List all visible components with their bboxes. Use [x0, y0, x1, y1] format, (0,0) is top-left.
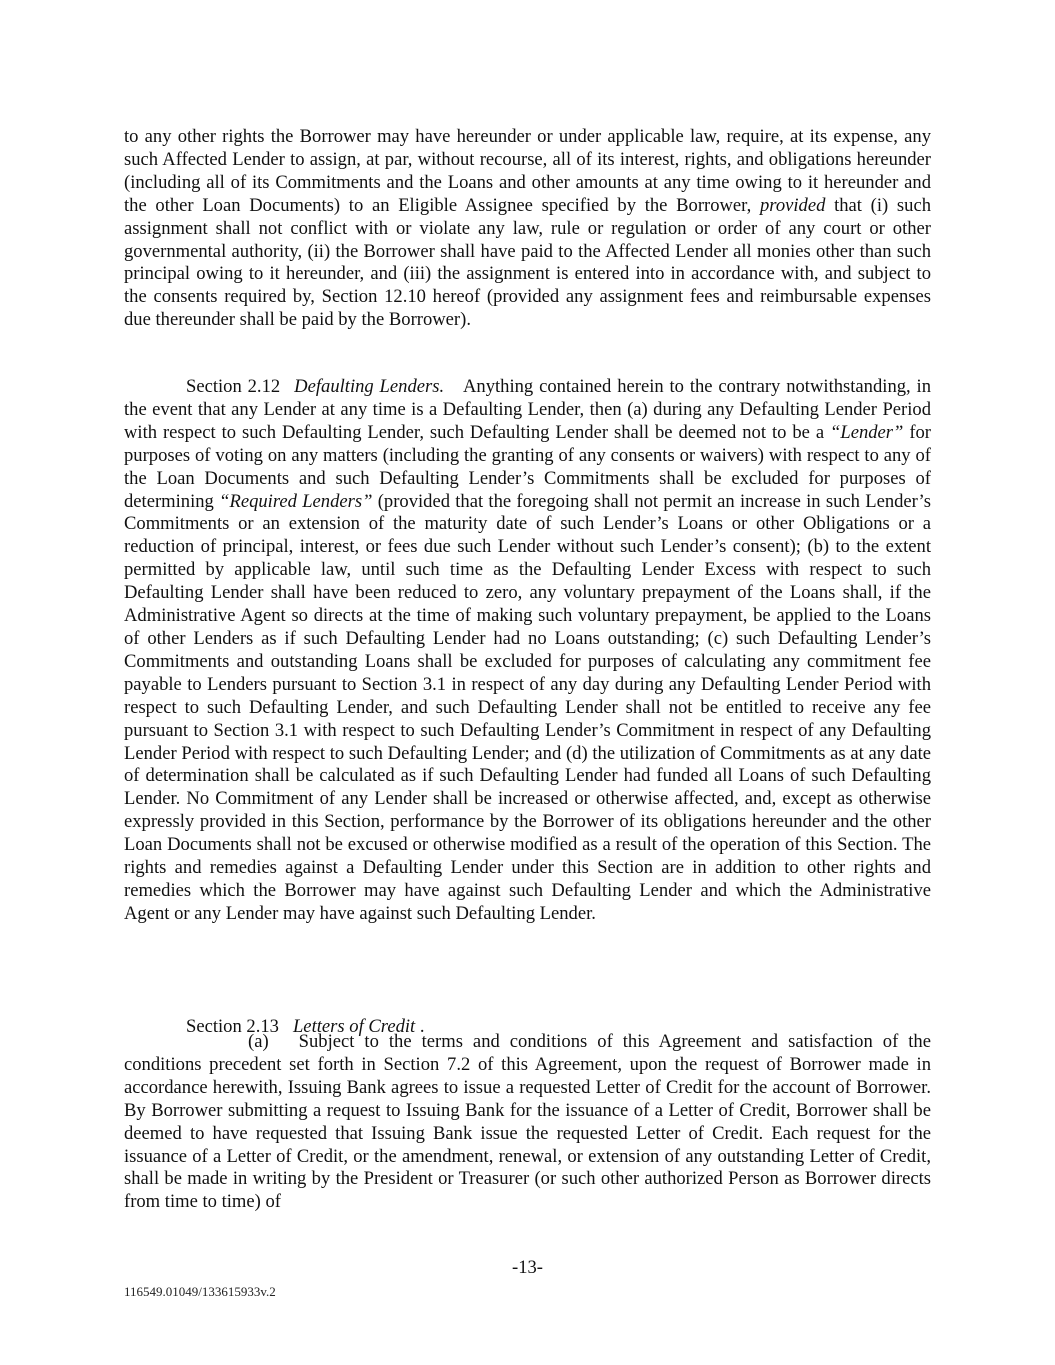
- document-id: 116549.01049/133615933v.2: [124, 1284, 276, 1299]
- paragraph-text: Anything contained herein to the contrary notwithstanding, in the event that any Lender at any time is a Defaulting Lender, then (a) during any Defaulting Lender Period with respect to such Defaulting Lender, such Defaulting Lender shall be deemed not to be a: [124, 376, 932, 443]
- defined-term: “Lender”: [830, 421, 904, 443]
- page-number: -13-: [512, 1257, 543, 1278]
- section-title: Letters of Credit: [292, 1016, 416, 1037]
- section-number: Section 2.12: [186, 376, 281, 397]
- paragraph-text: Subject to the terms and conditions of this Agreement and satisfaction of the conditions precedent set forth in Section 7.2 of this Agreement, upon the request of Borrower made in accordance herewith, Issuing Bank agrees to issue a requested Letter of Credit for the account of Borrower. By Borrower submitting a request to Issuing Bank for the issuance of a Letter of Credit, Borrower shall be deemed to have requested that Issuing Bank issue the requested Letter of Credit. Each request for the issuance of a Letter of Credit, or the amendment, renewal, or extension of any outstanding Letter of Credit, shall be made in writing by the President or Treasurer (or such other authorized Person as Borrower directs from time to time) of: [124, 1031, 931, 1213]
- paragraph-text: that (i) such assignment shall not conflict with or violate any law, rule or regulation or order of any court or other governmental authority, (ii) the Borrower shall have paid to the Affected Lender all monies other than such principal owing to it hereunder, and (iii) the assignment is entered into in accordance with, and subject to the consents required by, Section 12.10 hereof (provided any assignment fees and reimbursable expenses due thereunder shall be paid by the Borrower).: [124, 194, 932, 331]
- section-title-punct: .: [415, 1016, 425, 1037]
- paragraph-continuation: [124, 126, 931, 332]
- section-title: Defaulting Lenders.: [294, 376, 445, 397]
- italic-term-provided: provided: [759, 194, 826, 216]
- paragraph-text: (provided that the foregoing shall not permit an increase in such Lender’s Commitments or an extension of the maturity date of such Lender’s Loans or other Obligations or a reduction of principal, interest, or fees due such Lender without such Lender’s consent); (b) to the extent permitted by applicable law, until such time as the Defaulting Lender Excess with respect to such Defaulting Lender shall have been reduced to zero, any voluntary prepayment of the Loans shall, if the Administrative Agent so directs at the time of making such voluntary prepayment, be applied to the Loans of other Lenders as if such Defaulting Lender had no Loans outstanding; (c) such Defaulting Lender’s Commitments and outstanding Loans shall be excluded for purposes of calculating any commitment fee payable to Lenders pursuant to Section 3.1 in respect of any day during any Defaulting Lender Period with respect to such Defaulting Lender, and such Defaulting Lender shall not be entitled to receive any fee pursuant to Section 3.1 with respect to such Defaulting Lender’s Commitment in respect of any Defaulting Lender Period with respect to such Defaulting Lender; and (d) the utilization of Commitments as at any date of determination shall be calculated as if such Defaulting Lender had funded all Loans of such Defaulting Lender. No Commitment of any Lender shall be increased or otherwise affected, and, except as otherwise expressly provided in this Section, performance by the Borrower of its obligations hereunder and the other Loan Documents shall not be excused or otherwise modified as a result of the operation of this Section. The rights and remedies against a Defaulting Lender under this Section are in addition to other rights and remedies which the Borrower may have against such Defaulting Lender and which the Administrative Agent or any Lender may have against such Defaulting Lender.: [124, 490, 931, 924]
- paragraph-text: for purposes of voting on any matters (including the granting of any consents or waivers) with respect to any of the Loan Documents and such Defaulting Lender’s Commitments shall be excluded for purposes of determining: [124, 421, 931, 512]
- section-2-12-paragraph: [124, 376, 931, 926]
- subsection-label: (a): [248, 1031, 269, 1052]
- defined-term: “Required Lenders”: [219, 490, 373, 512]
- paragraph-text: to any other rights the Borrower may have hereunder or under applicable law, require, at its expense, any such Affected Lender to assign, at par, without recourse, all of its interest, rights, and obligations hereunder (including all of its Commitments and the Loans and other amounts at any time owing to it hereunder and the other Loan Documents) to an Eligible Assignee specified by the Borrower,: [124, 126, 931, 216]
- section-number: Section 2.13: [186, 1016, 279, 1037]
- subsection-a-paragraph: [124, 1031, 931, 1214]
